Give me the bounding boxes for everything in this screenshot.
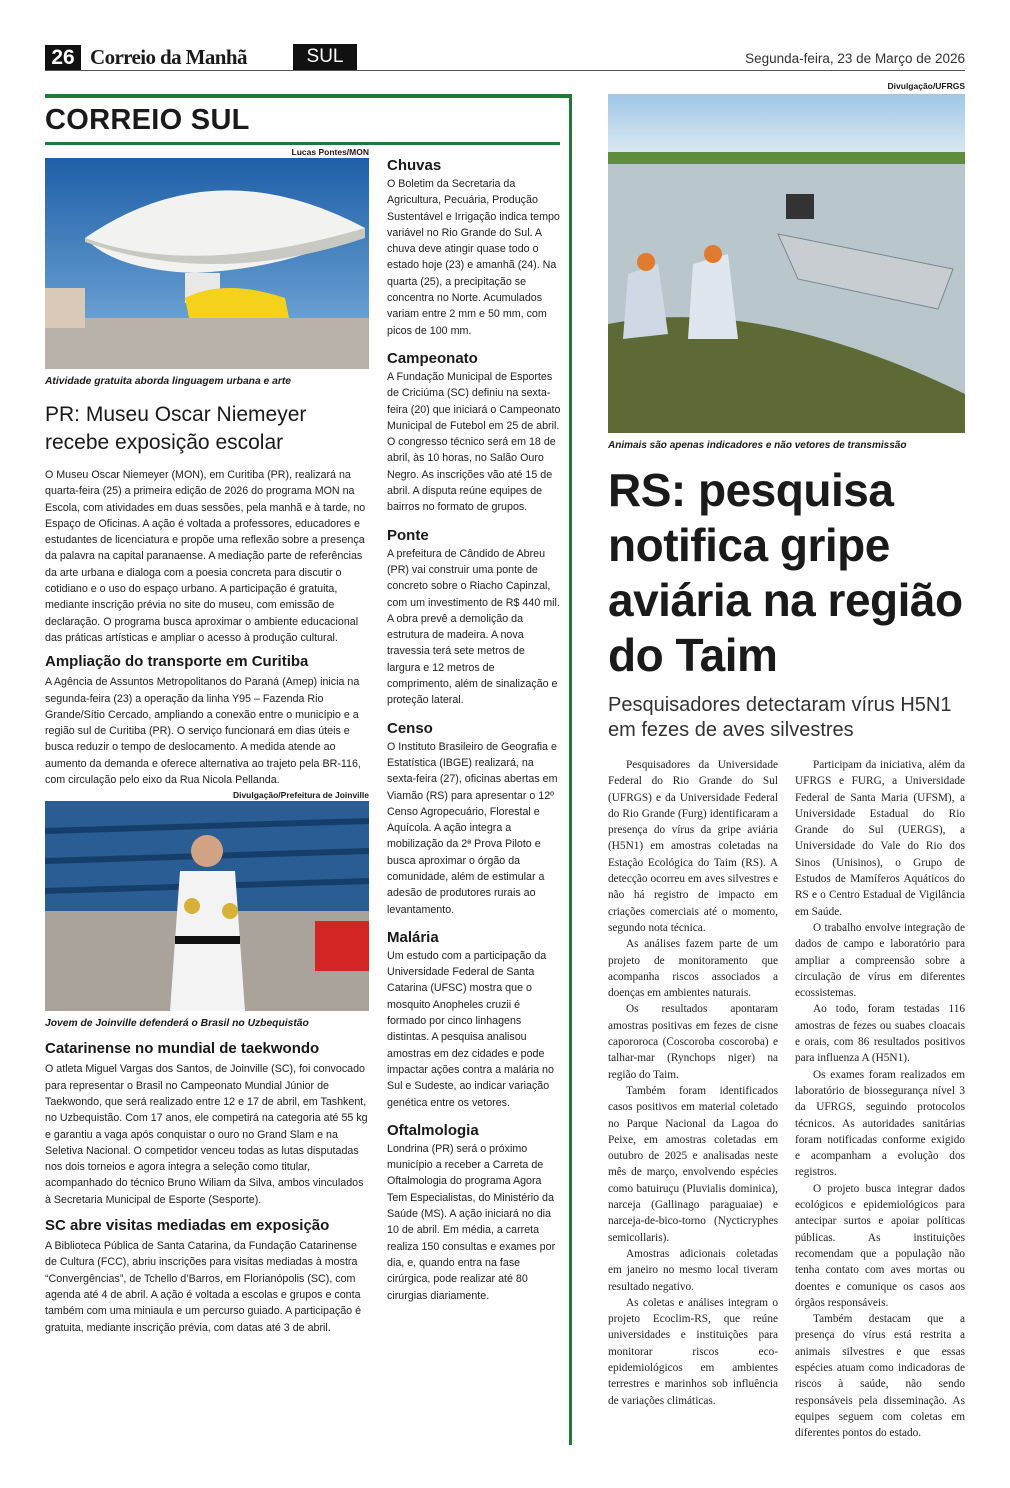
paragraph: Os resultados apontaram amostras positivas em fezes de cisne capororoca (Coscoroba coscoroba) e talhar-mar (Rynchops niger) na região do Taim. [608, 1003, 778, 1081]
paragraph: O trabalho envolve integração de dados de campo e laboratório para ampliar a compreensão sobre a circulação de vírus em diferentes ecossistemas. [795, 921, 965, 1000]
note-title: Oftalmologia [387, 1121, 479, 1139]
article-column-2 [795, 757, 965, 1441]
photo-caption: Animais são apenas indicadores e não vetores de transmissão [608, 440, 907, 451]
photo-credit: Lucas Pontes/MON [291, 147, 369, 157]
paragraph: Participam da iniciativa, além da UFRGS e FURG, a Universidade Federal de Santa Maria (UFSM), a Universidade Estadual do Rio Grande do Sul (UERGS), a Universidade do Vale do Rio dos Sinos (Unisinos), o Grupo de Estudos de Mamíferos Aquáticos do RS e o Centro Estadual de Vigilância em Saúde. [795, 759, 965, 918]
paragraph: Os exames foram realizados em laboratório de biossegurança nível 3 da UFRGS, seguindo protocolos técnicos. As autoridades sanitárias foram notificadas conforme exigido e acompanham a evolução dos registros. [795, 1068, 965, 1179]
lead-body: O Museu Oscar Niemeyer (MON), em Curitiba (PR), realizará na quarta-feira (25) a primeira edição de 2026 do programa MON na Escola, com atividades em duas sessões, pela manhã e à tarde, no Espaço de Oficinas. A ação é voltada a professores, educadores e estudantes de licenciatura e propõe uma reflexão sobre a presença da palavra na capital paranaense. A mediação parte de referências da arte urbana e dialoga com a poesia concreta para discutir o cotidiano e o uso do espaço urbano. A participação é gratuita, mediante inscrição prévia no site do museu, com emissão de declaração. O programa busca aproximar o ambiente educacional das práticas artísticas e ampliar o acesso à produção cultural. [45, 469, 366, 644]
newspaper-logo: Correio da Manhã [90, 45, 247, 69]
taekwondo-body: O atleta Miguel Vargas dos Santos, de Joinville (SC), foi convocado para representar o Brasil no Campeonato Mundial Júnior de Taekwondo, que será realizado entre 12 e 17 de abril, em Tashkent, no Uzbequistão. Com 17 anos, ele competirá na categoria até 55 kg e garantiu a vaga após conquistar o ouro no Grand Slam e na Seletiva Nacional. O competidor venceu todas as lutas disputadas nos dois torneios e agora integra a seleção como titular, acompanhado do técnico Bruno Wiliam da Silva, ambos vinculados à Secretaria Municipal de Esporte (Sesporte). [45, 1063, 368, 1206]
note-title: Ponte [387, 526, 429, 544]
paragraph: As análises fazem parte de um projeto de monitoramento que acompanha riscos associados a doenças em ambientes naturais. [608, 938, 778, 1000]
exposicao-body: A Biblioteca Pública de Santa Catarina, da Fundação Catarinense de Cultura (FCC), abriu inscrições para visitas mediadas à mostra “Convergências”, de Tchello d’Barros, em Florianópolis (SC), com agenda até 4 de abril. A ação é voltada a escolas e grupos e conta também com uma miniaula e um percurso guiado. A participação é gratuita, mediante inscrição prévia, com datas até 3 de abril. [45, 1240, 362, 1334]
note-title: Campeonato [387, 349, 478, 367]
note-body: A Fundação Municipal de Esportes de Criciúma (SC) definiu na sexta-feira (20) que iniciará o Campeonato Municipal de Futebol em 25 de abril. O congresso técnico será em 18 de abril, às 10 horas, no Salão Ouro Negro. As inscrições vão até 15 de abril. A disputa reúne equipes de bairros no formato de grupos. [387, 370, 561, 514]
lead-headline: PR: Museu Oscar Niemeyer recebe exposição escolar [45, 403, 307, 454]
main-subtitle: Pesquisadores detectaram vírus H5N1 em fezes de aves silvestres [608, 694, 952, 741]
left-column [45, 147, 369, 1336]
note-body: O Boletim da Secretaria da Agricultura, Pecuária, Produção Sustentável e Irrigação indica tempo variável no Rio Grande do Sul. A chuva deve atingir quase todo o estado hoje (23) e amanhã (24). Na quarta (25), a precipitação se concentra no Norte. Acumulados variam entre 2 mm e 50 mm, com picos de 100 mm. [387, 178, 560, 337]
wetland-photo [608, 94, 965, 433]
paragraph: Pesquisadores da Universidade Federal do Rio Grande do Sul (UFRGS) e da Universidade Federal do Rio Grande (Furg) identificaram a presença do vírus da gripe aviária (H5N1) em amostras coletadas na Estação Ecológica do Taim (RS). A detecção ocorreu em aves silvestres e não há registro de impacto em criações comerciais até o momento, segundo nota técnica. [608, 759, 778, 934]
page-number: 26 [45, 45, 81, 70]
transport-title: Ampliação do transporte em Curitiba [45, 653, 309, 671]
photo-caption: Jovem de Joinville defenderá o Brasil no Uzbequistão [45, 1018, 309, 1030]
section-label: SUL [293, 44, 357, 70]
header-rule [45, 70, 965, 71]
photo-credit: Divulgação/UFRGS [887, 81, 965, 91]
note-title: Chuvas [387, 157, 442, 174]
note-body: Um estudo com a participação da Universidade Federal de Santa Catarina (UFSC) mostra que o mosquito Anopheles cruzii é formado por cinco linhagens distintas. A pesquisa analisou amostras em dez cidades e pode impactar ações contra a malária no Sul e Sudeste, ao indicar variação genética entre os vetores. [387, 949, 554, 1109]
taekwondo-title: Catarinense no mundial de taekwondo [45, 1040, 320, 1058]
paragraph: Ao todo, foram testadas 116 amostras de fezes ou suabes cloacais e orais, com 86 resultados positivos para influenza A (H5N1). [795, 1003, 965, 1065]
transport-body: A Agência de Assuntos Metropolitanos do Paraná (Amep) inicia na segunda-feira (23) a operação da linha Y95 – Fazenda Rio Grande/Sítio Cercado, ampliando a conexão entre o município e a região sul de Curitiba (PR). O serviço funcionará em dias úteis e busca reduzir o tempo de deslocamento. A medida atende ao aumento da demanda e oferece alternativa ao trajeto pela BR-116, com circulação pelo eixo da Rua Nicola Pellanda. [45, 676, 361, 787]
note-title: Malária [387, 928, 439, 946]
photo-credit: Divulgação/Prefeitura de Joinville [232, 790, 369, 801]
paragraph: Amostras adicionais coletadas em janeiro no mesmo local tiveram resultado negativo. [608, 1247, 778, 1293]
issue-date: Segunda-feira, 23 de Março de 2026 [745, 51, 965, 66]
notes-column [387, 156, 561, 1304]
note-title: Censo [387, 719, 433, 737]
paragraph: Também foram identificados casos positivos em material coletado no Parque Nacional da Lagoa do Peixe, em amostras coletadas em outubro de 2025 e analisadas neste mês de março, envolvendo espécies como batuiruçu (Pluvialis dominica), narceja (Gallinago paraguaiae) e narceja-de-bico-torno (Nycticryphes semicollaris). [608, 1084, 778, 1244]
note-body: Londrina (PR) será o próximo município a receber a Carreta de Oftalmologia do programa Agora Tem Especialistas, do Ministério da Saúde (MS). A ação iniciará no dia 10 de abril. Em média, a carreta realiza 150 consultas e exames por dia, e, quando entra na fase cirúrgica, pode realizar até 80 cirurgias diariamente. [387, 1142, 556, 1302]
main-headline: RS: pesquisa notifica gripe aviária na região do Taim [608, 464, 963, 681]
kicker-rule [45, 142, 560, 145]
column-kicker: CORREIO SUL [45, 104, 250, 136]
photo-caption: Atividade gratuita aborda linguagem urbana e arte [45, 376, 292, 387]
note-body: O Instituto Brasileiro de Geografia e Estatística (IBGE) realizará, na sexta-feira (27), oficinas abertas em Viamão (RS) para apresentar o 12º Censo Agropecuário, Florestal e Aquícola. A ação integra a mobilização da 2ª Prova Piloto e busca aproximar o órgão da comunidade, além de estimular a adesão de produtores rurais ao levantamento. [387, 740, 558, 916]
athlete-photo [45, 801, 369, 1011]
article-columns [608, 757, 965, 1441]
exposicao-title: SC abre visitas mediadas em exposição [45, 1217, 330, 1235]
museum-photo [45, 158, 369, 369]
article-column-1 [608, 757, 778, 1441]
paragraph: O projeto busca integrar dados ecológicos e epidemiológicos para antecipar surtos e apoiar políticas públicas. As instituições recomendam que a população não tenha contato com aves mortas ou doentes e comunique os casos aos órgãos responsáveis. [795, 1182, 965, 1309]
paragraph: Também destacam que a presença do vírus está restrita a animais silvestres e que essas espécies atuam como indicadoras de riscos à saúde, não sendo responsáveis pela disseminação. As equipes seguem com coletas em diferentes pontos do estado. [795, 1313, 965, 1440]
main-article [608, 81, 970, 1441]
note-body: A prefeitura de Cândido de Abreu (PR) vai construir uma ponte de concreto sobre o Riacho Capinzal, com um investimento de R$ 440 mil. A obra prevê a demolição da estrutura de madeira. A nova travessia terá sete metros de largura e 12 metros de comprimento, além de sinalização e proteção lateral. [387, 547, 560, 707]
paragraph: As coletas e análises integram o projeto Ecoclim-RS, que reúne universidades e instituições para monitorar riscos eco-epidemiológicos em ambientes terrestres e marinhos sob influência de variações climáticas. [608, 1296, 778, 1407]
